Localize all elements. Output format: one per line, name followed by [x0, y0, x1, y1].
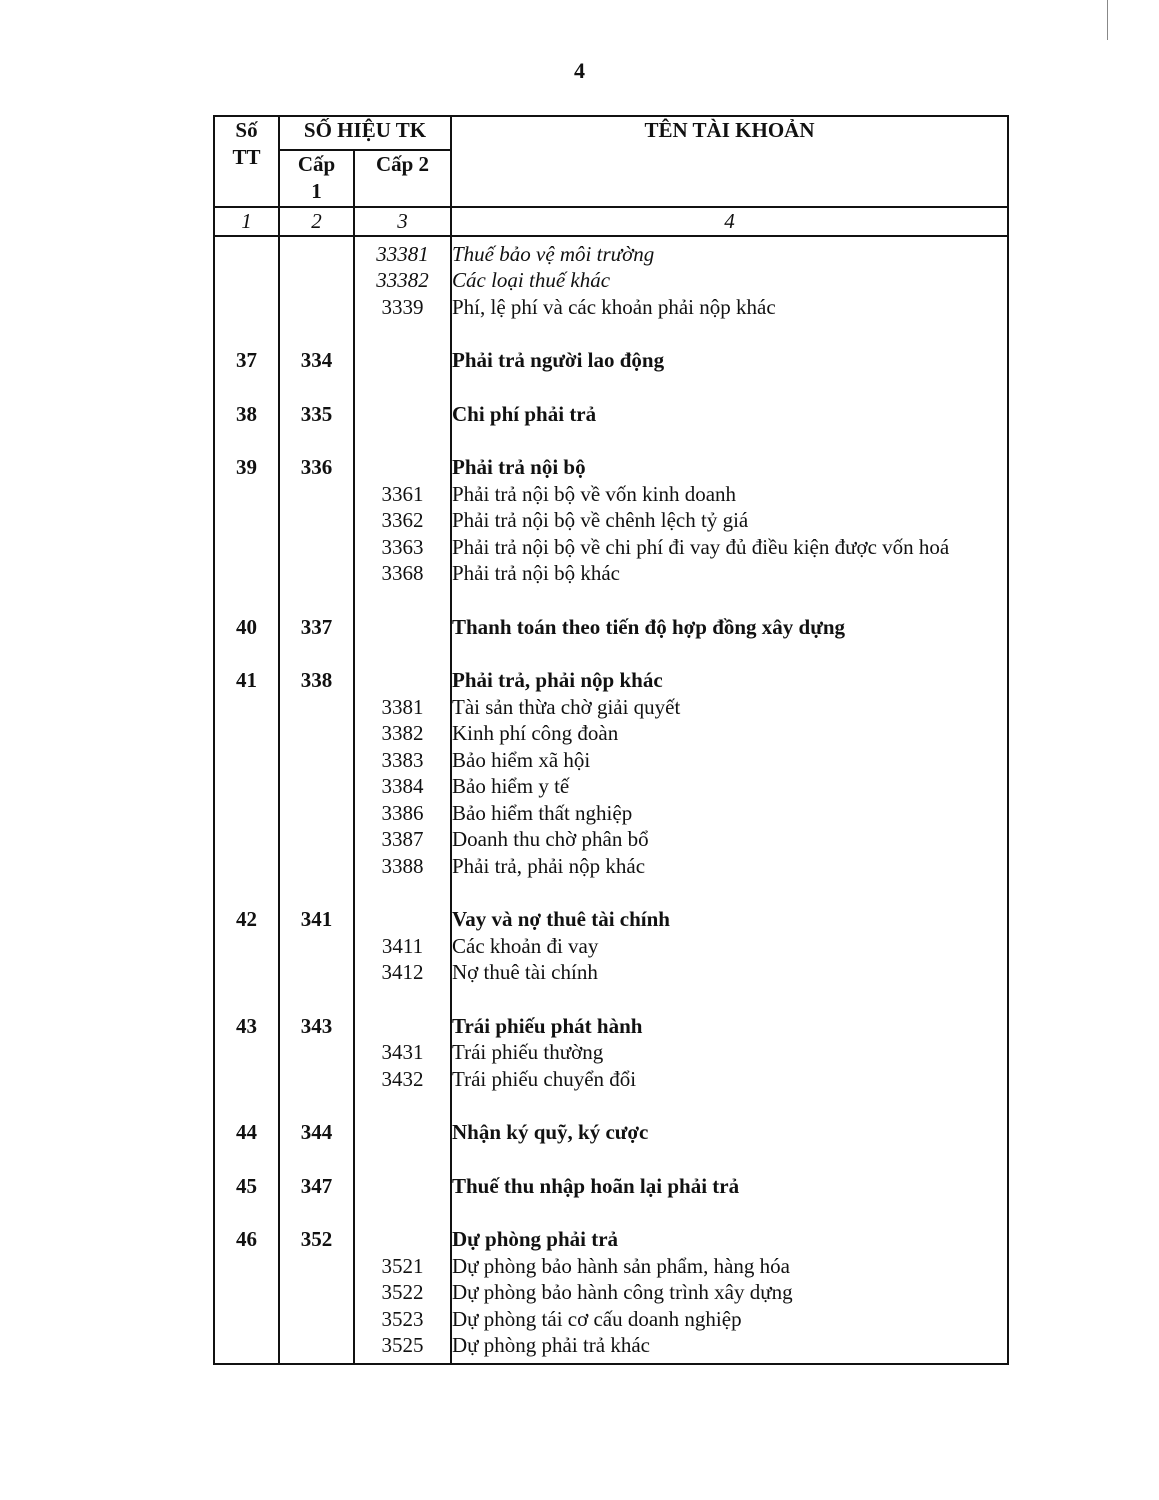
cap1-cell: 343 [279, 1013, 354, 1040]
empty-cell [451, 320, 1008, 347]
account-name-cell: Thuế bảo vệ môi trường [451, 241, 1008, 268]
empty-cell [214, 320, 279, 347]
account-row [214, 667, 1008, 694]
sub-account-row [214, 933, 1008, 960]
cap1-cell [279, 560, 354, 587]
cap1-cell [279, 959, 354, 986]
cap1-cell: 334 [279, 347, 354, 374]
spacer-row [214, 427, 1008, 454]
account-name-cell: Phải trả nội bộ về chi phí đi vay đủ điều kiện được vốn hoá [451, 534, 1008, 561]
empty-cell [451, 1092, 1008, 1119]
cap1-cell [279, 1253, 354, 1280]
cap2-cell [354, 347, 451, 374]
empty-cell [214, 1146, 279, 1173]
cap1-cell [279, 933, 354, 960]
stt-cell [214, 1279, 279, 1306]
stt-cell: 44 [214, 1119, 279, 1146]
account-name-cell: Doanh thu chờ phân bổ [451, 826, 1008, 853]
header-cap1 [279, 150, 354, 207]
cap2-cell [354, 1119, 451, 1146]
stt-cell [214, 826, 279, 853]
empty-cell [279, 320, 354, 347]
stt-cell: 46 [214, 1226, 279, 1253]
sub-account-row [214, 853, 1008, 880]
account-name-cell: Dự phòng bảo hành công trình xây dựng [451, 1279, 1008, 1306]
account-name-cell: Tài sản thừa chờ giải quyết [451, 694, 1008, 721]
cap1-cell: 344 [279, 1119, 354, 1146]
cap1-cell [279, 1039, 354, 1066]
empty-cell [451, 1146, 1008, 1173]
column-index: 4 [451, 207, 1008, 236]
sub-account-row [214, 534, 1008, 561]
sub-account-row [214, 1306, 1008, 1333]
stt-cell: 41 [214, 667, 279, 694]
account-name-cell: Bảo hiểm y tế [451, 773, 1008, 800]
stt-cell [214, 1332, 279, 1359]
sub-account-row [214, 1039, 1008, 1066]
cap2-cell: 3411 [354, 933, 451, 960]
stt-cell: 43 [214, 1013, 279, 1040]
cap2-cell: 3363 [354, 534, 451, 561]
column-index: 2 [279, 207, 354, 236]
header-cap1-line1: Cấp [297, 152, 336, 176]
account-name-cell: Dự phòng phải trả khác [451, 1332, 1008, 1359]
cap2-cell: 3381 [354, 694, 451, 721]
empty-cell [279, 1359, 354, 1364]
column-index: 3 [354, 207, 451, 236]
stt-cell [214, 294, 279, 321]
cap2-cell: 3525 [354, 1332, 451, 1359]
sub-account-row [214, 560, 1008, 587]
stt-cell [214, 267, 279, 294]
cap1-cell [279, 1066, 354, 1093]
stt-cell [214, 1306, 279, 1333]
account-row [214, 347, 1008, 374]
empty-cell [279, 1199, 354, 1226]
cap2-cell: 3361 [354, 481, 451, 508]
account-name-cell: Thuế thu nhập hoãn lại phải trả [451, 1173, 1008, 1200]
header-stt-line1: Số [235, 118, 258, 142]
empty-cell [279, 374, 354, 401]
empty-cell [279, 427, 354, 454]
account-row [214, 614, 1008, 641]
empty-cell [279, 587, 354, 614]
empty-cell [214, 427, 279, 454]
stt-cell [214, 1066, 279, 1093]
stt-cell: 39 [214, 454, 279, 481]
account-name-cell: Trái phiếu phát hành [451, 1013, 1008, 1040]
spacer-row [214, 320, 1008, 347]
sub-account-row [214, 294, 1008, 321]
account-row [214, 454, 1008, 481]
account-rows [214, 236, 1008, 1364]
header-cap1-line2: 1 [311, 178, 322, 203]
cap1-cell [279, 481, 354, 508]
empty-cell [279, 640, 354, 667]
cap1-cell: 335 [279, 401, 354, 428]
sub-account-row [214, 1066, 1008, 1093]
account-name-cell: Bảo hiểm xã hội [451, 747, 1008, 774]
stt-cell [214, 933, 279, 960]
account-row [214, 1226, 1008, 1253]
account-name-cell: Dự phòng tái cơ cấu doanh nghiệp [451, 1306, 1008, 1333]
stt-cell [214, 481, 279, 508]
sub-account-row [214, 959, 1008, 986]
cap1-cell [279, 694, 354, 721]
cap1-cell: 352 [279, 1226, 354, 1253]
account-row [214, 906, 1008, 933]
empty-cell [279, 1092, 354, 1119]
spacer-row [214, 374, 1008, 401]
cap2-cell: 3388 [354, 853, 451, 880]
sub-account-row [214, 694, 1008, 721]
empty-cell [451, 427, 1008, 454]
empty-cell [354, 374, 451, 401]
spacer-row [214, 879, 1008, 906]
empty-cell [354, 640, 451, 667]
account-name-cell: Các khoản đi vay [451, 933, 1008, 960]
account-row [214, 1119, 1008, 1146]
account-name-cell: Chi phí phải trả [451, 401, 1008, 428]
stt-cell [214, 560, 279, 587]
spacer-row [214, 640, 1008, 667]
cap2-cell: 3522 [354, 1279, 451, 1306]
cap2-cell: 3362 [354, 507, 451, 534]
cap2-cell [354, 906, 451, 933]
empty-cell [214, 587, 279, 614]
empty-cell [214, 640, 279, 667]
account-name-cell: Nhận ký quỹ, ký cược [451, 1119, 1008, 1146]
empty-cell [214, 986, 279, 1013]
stt-cell: 40 [214, 614, 279, 641]
empty-cell [451, 879, 1008, 906]
account-name-cell: Trái phiếu chuyển đổi [451, 1066, 1008, 1093]
cap1-cell [279, 534, 354, 561]
stt-cell [214, 959, 279, 986]
empty-cell [451, 1199, 1008, 1226]
cap1-cell: 338 [279, 667, 354, 694]
empty-cell [214, 879, 279, 906]
stt-cell [214, 747, 279, 774]
empty-cell [354, 1092, 451, 1119]
account-name-cell: Phải trả nội bộ về vốn kinh doanh [451, 481, 1008, 508]
cap2-cell [354, 1013, 451, 1040]
empty-cell [354, 1199, 451, 1226]
empty-cell [279, 879, 354, 906]
sub-account-row [214, 1279, 1008, 1306]
account-name-cell: Phải trả, phải nộp khác [451, 667, 1008, 694]
spacer-row [214, 1092, 1008, 1119]
account-name-cell: Phải trả nội bộ [451, 454, 1008, 481]
sub-account-row [214, 241, 1008, 268]
empty-cell [354, 986, 451, 1013]
empty-cell [279, 1146, 354, 1173]
cap1-cell: 347 [279, 1173, 354, 1200]
sub-account-row [214, 507, 1008, 534]
sub-account-row [214, 747, 1008, 774]
cap2-cell: 3383 [354, 747, 451, 774]
header-ten-tai-khoan: TÊN TÀI KHOẢN [451, 116, 1008, 207]
sub-account-row [214, 773, 1008, 800]
sub-account-row [214, 481, 1008, 508]
account-name-cell: Dự phòng phải trả [451, 1226, 1008, 1253]
empty-cell [354, 879, 451, 906]
cap1-cell [279, 507, 354, 534]
account-table [213, 115, 1009, 1365]
empty-cell [451, 640, 1008, 667]
cap2-cell: 3368 [354, 560, 451, 587]
sub-account-row [214, 267, 1008, 294]
account-name-cell: Phải trả nội bộ về chênh lệch tỷ giá [451, 507, 1008, 534]
stt-cell [214, 773, 279, 800]
page-number: 4 [574, 58, 585, 83]
header-so-hieu-tk: SỐ HIỆU TK [279, 116, 451, 150]
cap2-cell: 3339 [354, 294, 451, 321]
cap2-cell [354, 454, 451, 481]
cap2-cell: 3387 [354, 826, 451, 853]
account-name-cell: Kinh phí công đoàn [451, 720, 1008, 747]
cap1-cell [279, 267, 354, 294]
stt-cell: 37 [214, 347, 279, 374]
cap2-cell: 3386 [354, 800, 451, 827]
account-name-cell: Vay và nợ thuê tài chính [451, 906, 1008, 933]
account-row [214, 1173, 1008, 1200]
stt-cell [214, 507, 279, 534]
stt-cell [214, 720, 279, 747]
column-index-row [214, 207, 1008, 236]
cap2-cell: 3412 [354, 959, 451, 986]
sub-account-row [214, 826, 1008, 853]
spacer-row [214, 1146, 1008, 1173]
cap1-cell [279, 773, 354, 800]
cap2-cell: 3384 [354, 773, 451, 800]
cap1-cell: 341 [279, 906, 354, 933]
stt-cell [214, 534, 279, 561]
empty-cell [279, 986, 354, 1013]
sub-account-row [214, 1253, 1008, 1280]
cap2-cell [354, 1226, 451, 1253]
cap1-cell [279, 1306, 354, 1333]
cap1-cell [279, 241, 354, 268]
empty-cell [214, 374, 279, 401]
cap2-cell: 3523 [354, 1306, 451, 1333]
cap2-cell: 33382 [354, 267, 451, 294]
cap2-cell: 3431 [354, 1039, 451, 1066]
empty-cell [214, 1092, 279, 1119]
cap1-cell [279, 800, 354, 827]
cap2-cell [354, 667, 451, 694]
account-name-cell: Dự phòng bảo hành sản phẩm, hàng hóa [451, 1253, 1008, 1280]
spacer-row [214, 587, 1008, 614]
empty-cell [451, 1359, 1008, 1364]
cap2-cell: 3382 [354, 720, 451, 747]
account-name-cell: Trái phiếu thường [451, 1039, 1008, 1066]
spacer-row [214, 986, 1008, 1013]
column-index: 1 [214, 207, 279, 236]
cap2-cell: 33381 [354, 241, 451, 268]
cap2-cell: 3432 [354, 1066, 451, 1093]
header-cap2: Cấp 2 [354, 150, 451, 207]
empty-cell [354, 587, 451, 614]
account-name-cell: Phải trả nội bộ khác [451, 560, 1008, 587]
stt-cell [214, 800, 279, 827]
stt-cell [214, 1039, 279, 1066]
stt-cell [214, 1253, 279, 1280]
account-name-cell: Thanh toán theo tiến độ hợp đồng xây dựng [451, 614, 1008, 641]
empty-cell [354, 320, 451, 347]
empty-cell [214, 1199, 279, 1226]
cap1-cell: 336 [279, 454, 354, 481]
empty-cell [451, 374, 1008, 401]
cap1-cell [279, 747, 354, 774]
cap2-cell [354, 1173, 451, 1200]
stt-cell: 45 [214, 1173, 279, 1200]
empty-cell [451, 587, 1008, 614]
cap1-cell [279, 826, 354, 853]
spacer-row [214, 1199, 1008, 1226]
cap2-cell: 3521 [354, 1253, 451, 1280]
cap1-cell [279, 720, 354, 747]
account-name-cell: Nợ thuê tài chính [451, 959, 1008, 986]
empty-cell [451, 986, 1008, 1013]
account-name-cell: Phải trả người lao động [451, 347, 1008, 374]
cap1-cell: 337 [279, 614, 354, 641]
stt-cell: 38 [214, 401, 279, 428]
stt-cell [214, 853, 279, 880]
account-name-cell: Phí, lệ phí và các khoản phải nộp khác [451, 294, 1008, 321]
account-name-cell: Bảo hiểm thất nghiệp [451, 800, 1008, 827]
page-edge-mark [1107, 0, 1108, 40]
empty-cell [354, 427, 451, 454]
stt-cell: 42 [214, 906, 279, 933]
cap2-cell [354, 401, 451, 428]
empty-cell [214, 1359, 279, 1364]
account-row [214, 1013, 1008, 1040]
stt-cell [214, 694, 279, 721]
cap2-cell [354, 614, 451, 641]
account-name-cell: Các loại thuế khác [451, 267, 1008, 294]
sub-account-row [214, 1332, 1008, 1359]
empty-cell [354, 1359, 451, 1364]
account-name-cell: Phải trả, phải nộp khác [451, 853, 1008, 880]
empty-cell [354, 1146, 451, 1173]
cap1-cell [279, 1332, 354, 1359]
cap1-cell [279, 853, 354, 880]
stt-cell [214, 241, 279, 268]
header-stt [214, 116, 279, 207]
sub-account-row [214, 800, 1008, 827]
cap1-cell [279, 1279, 354, 1306]
sub-account-row [214, 720, 1008, 747]
cap1-cell [279, 294, 354, 321]
account-row [214, 401, 1008, 428]
header-stt-line2: TT [232, 144, 261, 169]
spacer-row [214, 1359, 1008, 1364]
